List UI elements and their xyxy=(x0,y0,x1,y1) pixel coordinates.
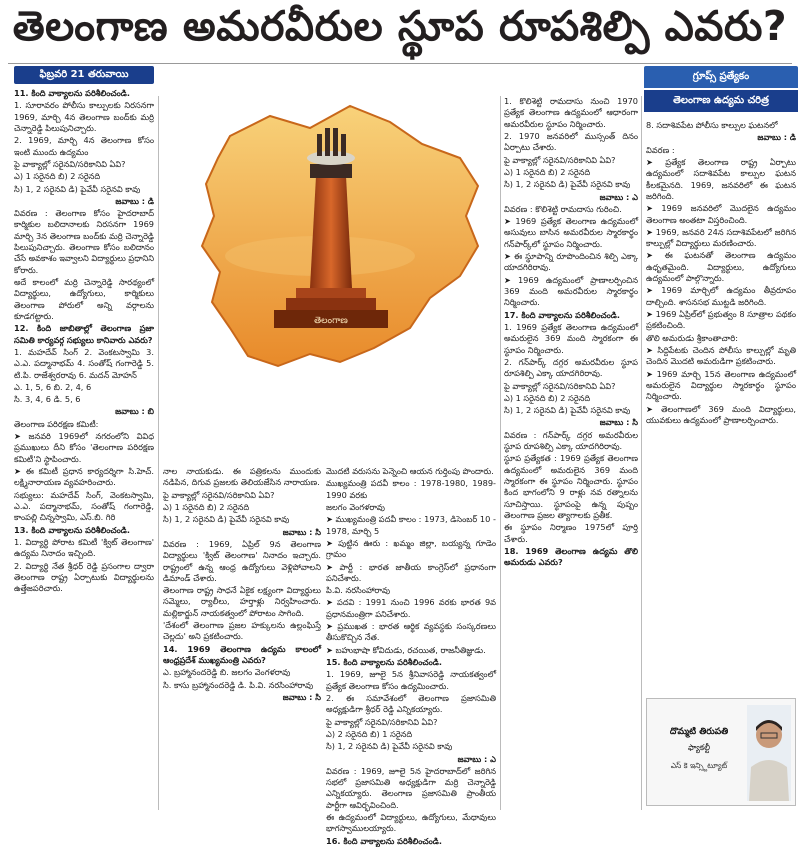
paragraph: ఎ) 2 సరైనది బి) 1 సరైనది xyxy=(326,728,413,739)
paragraph: పై వాక్యాల్లో సరైనవి/సరికానివి ఏవి? xyxy=(14,158,126,169)
article-column-4 xyxy=(504,96,638,810)
paragraph: ➤ బహుభాషా కోవిదుడు, రచయిత, రాజనీతిజ్ఞుడు. xyxy=(326,644,486,655)
paragraph: 1. కొలిశెట్టి రామదాసు నుంచి 1970 ప్రత్యేక తెలంగాణ ఉద్యమంలో ఆధారంగా అమరవీరుల స్థూపం నిర్మించారు. xyxy=(504,96,638,129)
paragraph: 2. ఈ సమావేశంలో తెలంగాణ ప్రజాసమితి అధ్యక్షుడిగా శ్రీధర్ రెడ్డి ఎన్నికయ్యారు. xyxy=(326,692,496,715)
paragraph: ఎ) 1 సరైనది బి) 2 సరైనది xyxy=(163,501,250,512)
paragraph: వివరణ : 1969, జూలై 5న హైదరాబాద్‌లో జరిగిన సభలో ప్రజాసమితి అధ్యక్షుడిగా మర్రి చెన్నారెడ్డి ఎన్నికయ్యారు. తెలంగాణ ప్రజాసమితి ప్రాంతీయ పార్టీగా ఆవిర్భవించింది. xyxy=(326,765,496,810)
paragraph: తెలంగాణ రాష్ట్ర సాధనే ఏకైక లక్ష్యంగా విద్యార్థులు సమ్మెలు, ర్యాలీలు, హర్తాళ్లు నిర్వహించారు. మల్లికార్జున్ నాయకత్వంలో పోరాటం సాగింది. xyxy=(163,585,321,618)
paragraph: తొలి అమరుడు శ్రీకాంతాచారి: xyxy=(646,332,738,343)
paragraph: మొదటి వరుసను పెన్నెంచి ఆయన గుర్తింపు పొందారు. xyxy=(326,466,494,476)
paragraph: స్థూప ప్రత్యేకత : 1969 ప్రత్యేక తెలంగాణ ఉద్యమంలో అమరులైన 369 మంది స్మారకంగా ఈ స్థూపం నిర్మించారు. స్థూపం కింద భాగంలోని 9 రాళ్లు నవ రత్నాలను సూచిస్తాయి. స్థూపంపై ఉన్న పుష్పం తెలంగాణ ప్రజల త్యాగాలకు ప్రతీక. xyxy=(504,453,638,520)
paragraph: 16. కింది వాక్యాలను పరిశీలించండి. xyxy=(326,835,442,846)
monument-dome xyxy=(307,151,355,165)
article-column-2 xyxy=(163,466,321,810)
paragraph: ➤ 1969 ఏప్రిల్‌లో ప్రభుత్వం 8 సూత్రాల పథకం ప్రకటించింది. xyxy=(646,309,796,331)
paragraph: 2. గన్‌పార్క్ దగ్గర అమరవీరుల స్థూప రూపశిల్పి ఎక్కా యాదగిరిరావు. xyxy=(504,356,638,379)
paragraph: 1. సూరావరం పోలీసు కాల్పులకు నిరసనగా 1969, మార్చి 4న తెలంగాణ బంద్‌కు మర్రి చెన్నారెడ్డి పిలుపునిచ్చారు. xyxy=(14,100,154,133)
paragraph: సి) 1, 2 సరైనవి డి) పైవేవీ సరైనవి కావు xyxy=(163,514,290,525)
paragraph: 17. కింది వాక్యాలను పరిశీలించండి. xyxy=(504,309,620,320)
paragraph: 18. 1969 తెలంగాణ ఉద్యమ తొలి అమరుడు ఎవరు? xyxy=(504,545,638,568)
paragraph: 'దేశంలో తెలంగాణ ప్రజల హక్కులను ఉల్లంఘిస్తే చెల్లదు' అని ప్రకటించారు. xyxy=(163,620,321,642)
paragraph: సి. 3, 4, 6 డి. 5, 6 xyxy=(14,394,81,405)
paragraph: 14. 1969 తెలంగాణ ఉద్యమ కాలంలో ఆంధ్రప్రదేశ్ ముఖ్యమంత్రి ఎవరు? xyxy=(163,643,321,665)
paragraph: 2. 1970 జనవరిలో ముస్సంత్ దినం ఏర్పాటు చేశారు. xyxy=(504,130,638,153)
paragraph: ➤ సిద్దిపేటకు చెందిన పోలీసు కాల్పుల్లో మృతి చెందిన మొదటి అమరుడిగా ప్రకటించారు. xyxy=(646,344,796,367)
sidebar-header xyxy=(644,66,798,116)
paragraph: జవాబు : సి xyxy=(282,526,321,537)
paragraph: వివరణ : కొలిశెట్టి రామదాసు గురించి. xyxy=(504,203,622,214)
paragraph: వివరణ : 1969, ఏప్రిల్ 9న తెలంగాణ విద్యార్థులు 'క్విట్ తెలంగాణ' నినాదం ఇచ్చారు. రాష్ట్రంలో ఉన్న ఆంధ్ర ఉద్యోగులు వెళ్లిపోవాలని డిమాండ్ చేశారు. xyxy=(163,538,321,583)
paragraph: ఎ) 1 సరైనది బి) 2 సరైనది xyxy=(504,392,591,403)
paragraph: ఎ) 1 సరైనది బి) 2 సరైనది xyxy=(14,171,101,182)
author-photo xyxy=(747,705,791,801)
paragraph: వివరణ : గన్‌పార్క్ దగ్గర అమరవీరుల స్థూప రూపశిల్పి ఎక్కా యాదగిరిరావు. xyxy=(504,429,638,452)
movement-history-tag: తెలంగాణ ఉద్యమ చరిత్ర xyxy=(644,90,798,112)
paragraph: సి) 1, 2 సరైనవి డి) పైవేవీ సరైనవి కావు xyxy=(14,183,141,194)
paragraph: ➤ ప్రత్యేక తెలంగాణ రాష్ట్ర ఏర్పాటు ఉద్యమంలో సదాశివపేట కాల్పుల ఘటన కీలకమైనది. 1969, జనవరిలో ఈ ఘటన జరిగింది. xyxy=(646,156,796,201)
paragraph: ఈ స్థూపం నిర్మాణం 1975లో పూర్తి చేశారు. xyxy=(504,522,638,544)
paragraph: పి.వి. నరసింహారావు xyxy=(326,585,390,596)
paragraph: జవాబు : డి xyxy=(115,195,154,206)
paragraph: 1. విద్యార్థి పోరాట కమిటీ 'క్విట్ తెలంగాణ' ఉద్యమ నినాదం ఇచ్చింది. xyxy=(14,536,154,559)
paragraph: జవాబు : ఎ xyxy=(457,753,496,764)
paragraph: ఎ) 1 సరైనది బి) 2 సరైనది xyxy=(504,166,591,177)
paragraph: పై వాక్యాల్లో సరైనవి/సరికానివి ఏవి? xyxy=(163,489,275,500)
paragraph: జవాబు : బి xyxy=(115,406,154,417)
monument-base-mid xyxy=(286,298,376,310)
paragraph: ➤ 1969 ఉద్యమంలో ప్రాణాలర్పించిన 369 మంది అమరవీరుల స్మారకార్థం నిర్మించారు. xyxy=(504,274,638,308)
monument-base-label: తెలంగాణ xyxy=(314,316,348,326)
paragraph: వివరణ : తెలంగాణ కోసం హైదరాబాద్ కార్మికుల బలిదానాలకు నిరసనగా 1969 మార్చి 3న తెలంగాణ బంద్‌కు మర్రి చెన్నారెడ్డి పిలుపునిచ్చారు. తెలంగాణ కోసం బలిదానం చేసే అవకాశం ఇవ్వాలని విద్యార్థులు ప్రధానిని కోరారు. xyxy=(14,208,154,275)
column-divider xyxy=(641,96,642,810)
paragraph: సి) 1, 2 సరైనవి డి) పైవేవీ సరైనవి కావు xyxy=(326,741,453,752)
author-name: దొమ్మటి తిరుపతి xyxy=(669,727,729,737)
telangana-map-illustration xyxy=(160,66,500,464)
paragraph: జవాబు : ఎ xyxy=(599,191,638,202)
monument-pillar xyxy=(310,176,352,288)
paragraph: జవాబు : సి xyxy=(282,691,321,702)
paragraph: ➤ 1969 ప్రత్యేక తెలంగాణ ఉద్యమంలో అసువులు బాసిన అమరవీరుల స్మారకార్థం గన్‌పార్క్‌లో స్థూపం నిర్మించారు. xyxy=(504,216,638,249)
paragraph: ➤ పదవి : 1991 నుంచి 1996 వరకు భారత 9వ ప్రధానమంత్రిగా పనిచేశారు. xyxy=(326,597,496,619)
paragraph: 13. కింది వాక్యాలను పరిశీలించండి. xyxy=(14,524,130,535)
paragraph: 11. కింది వాక్యాలను పరిశీలించండి. xyxy=(14,88,130,98)
author-role: ఫ్యాకల్టీ xyxy=(688,743,710,752)
paragraph: అదే కాలంలో మర్రి చెన్నారెడ్డి సారథ్యంలో విద్యార్థులు, ఉద్యోగులు, కార్మికులు తెలంగాణ పోరులో అన్ని వర్గాలను కూడగట్టారు. xyxy=(14,277,154,321)
paragraph: వివరణ : xyxy=(646,144,675,155)
paragraph: పై వాక్యాల్లో సరైనవి/సరికానివి ఏవి? xyxy=(504,154,616,165)
paragraph: ➤ ప్రముఖత : భారత ఆర్థిక వ్యవస్థకు సంస్కరణలు తీసుకొచ్చిన నేత. xyxy=(326,621,496,643)
column-divider xyxy=(500,96,501,810)
paragraph: పై వాక్యాల్లో సరైనవి/సరికానివి ఏవి? xyxy=(504,380,616,391)
section-tag: ఫిబ్రవరి 21 తరువాయి xyxy=(14,66,154,84)
paragraph: సభ్యులు: మహదేవ్ సింగ్, వెంకటస్వామి, ఎ.ఎ. పద్మానాభమ్, సంతోష్ గంగారెడ్డి, కాంపల్లి చిన్నస్వామి, ఎస్.బి. గిరి xyxy=(14,489,154,523)
paragraph: ➤ ఈ స్థూపాన్ని రూపొందించిన శిల్పి ఎక్కా యాదగిరిరావు. xyxy=(504,251,638,273)
paragraph: 2. విద్యార్థి నేత శ్రీధర్ రెడ్డి ప్రసంగాల ద్వారా తెలంగాణ రాష్ట్ర ఏర్పాటుకు విద్యార్థులను ఉత్తేజపరిచారు. xyxy=(14,560,154,594)
paragraph: 1. 1969 ప్రత్యేక తెలంగాణ ఉద్యమంలో అమరులైన 369 మంది స్మారకంగా ఈ స్థూపం నిర్మించారు. xyxy=(504,321,638,355)
paragraph: 8. సదాశివపేట పోలీసు కాల్పుల ఘటనలో xyxy=(646,120,778,130)
paragraph: 1. మహదేవ్ సింగ్ 2. వెంకటస్వామి 3. ఎ.ఎ. పద్మానాభమ్ 4. సంతోష్ గంగారెడ్డి 5. టి.పి. రాజేశ్వరరావు 6. మదన్ మోహన్ xyxy=(14,346,154,380)
paragraph: ➤ ఈ ఘటనతో తెలంగాణ ఉద్యమం ఉధృతమైంది. విద్యార్థులు, ఉద్యోగులు ఉద్యమంలో పాల్గొన్నారు. xyxy=(646,250,796,284)
article-column-5 xyxy=(646,120,796,688)
paragraph: ముఖ్యమంత్రి పదవీ కాలం : 1978-1980, 1989-1990 వరకు xyxy=(326,478,496,500)
paragraph: ఈ ఉద్యమంలో విద్యార్థులు, ఉద్యోగులు, మేధావులు భాగస్వాములయ్యారు. xyxy=(326,812,496,834)
paragraph: తెలంగాణ పరిరక్షణ కమిటీ: xyxy=(14,418,99,429)
paragraph: 15. కింది వాక్యాలను పరిశీలించండి. xyxy=(326,657,442,667)
monument-base-top xyxy=(296,288,366,298)
paragraph: ➤ పుట్టిన ఊరు : ఖమ్మం జిల్లా, బయ్యన్న గూడెం గ్రామం xyxy=(326,537,496,560)
monument-capital xyxy=(310,164,352,178)
paragraph: ➤ జనవరి 1969లో నగరంలోని వివిధ ప్రముఖులు దీని కోసం 'తెలంగాణ పరిరక్షణ కమిటీ'ని స్థాపించారు. xyxy=(14,431,154,464)
paragraph: 12. కింది జాబితాల్లో తెలంగాణ ప్రజా సమితి కార్యవర్గ సభ్యులు కానివారు ఎవరు? xyxy=(14,323,154,345)
paragraph: 1. 1969, జూలై 5న శ్రీనివాసరెడ్డి నాయకత్వంలో ప్రత్యేక తెలంగాణ కోసం ఉద్యమించారు. xyxy=(326,669,496,691)
paragraph: ➤ 1969 మార్చి 15న తెలంగాణ ఉద్యమంలో అమరులైన విద్యార్థుల స్మారకార్థం స్థూపం నిర్మించారు. xyxy=(646,368,796,402)
paragraph: ➤ తెలంగాణలో 369 మంది విద్యార్థులు, యువకులు ఉద్యమంలో ప్రాణాలర్పించారు. xyxy=(646,403,796,425)
article-column-1 xyxy=(14,88,154,810)
paragraph: పై వాక్యాల్లో సరైనవి/సరికానివి ఏవి? xyxy=(326,716,438,727)
paragraph: జలగం వెంగళరావు xyxy=(326,501,385,512)
paragraph: జవాబు : సి xyxy=(599,417,638,428)
paragraph: ఎ. బ్రహ్మానందరెడ్డి బి. జలగం వెంగళరావు xyxy=(163,667,291,678)
paragraph: ➤ 1969 మార్చిలో ఉద్యమం తీవ్రరూపం దాల్చింది. శాసనసభ ముట్టడి జరిగింది. xyxy=(646,285,796,307)
column-divider xyxy=(158,96,159,810)
author-institute: ఎస్ కె ఇన్స్టిట్యూట్ xyxy=(670,761,728,770)
page-headline: తెలంగాణ అమరవీరుల స్థూప రూపశిల్పి ఎవరు? xyxy=(12,2,788,50)
article-column-3 xyxy=(326,466,496,846)
paragraph: సి) 1, 2 సరైనవి డి) పైవేవీ సరైనవి కావు xyxy=(504,179,631,190)
headline-rule xyxy=(8,63,792,64)
paragraph: ➤ పార్టీ : భారత జాతీయ కాంగ్రెస్‌లో ప్రధానంగా పనిచేశారు. xyxy=(326,561,496,583)
paragraph: 2. 1969, మార్చి 4న తెలంగాణ కోసం ఇంటి ముందు ఉద్యమం xyxy=(14,135,154,157)
paragraph: నాల నాయకుడు. ఈ పత్రికలను ముందుకు నడిపిన, దిగువ ప్రజలకు తెలియజేసిన నారాయణ. xyxy=(163,466,321,488)
map-svg xyxy=(160,66,500,464)
paragraph: ➤ ముఖ్యమంత్రి పదవీ కాలం : 1973, డిసెంబర్ 10 - 1978, మార్చి 5 xyxy=(326,514,496,536)
paragraph: ➤ 1969, జనవరి 24న సదాశివపేటలో జరిగిన కాల్పుల్లో విద్యార్థులు మరణించారు. xyxy=(646,226,796,249)
paragraph: జవాబు : డి xyxy=(757,132,796,143)
groups-special-tag: గ్రూప్స్ ప్రత్యేకం xyxy=(644,66,798,88)
paragraph: ➤ ఈ కమిటీ ప్రధాన కార్యదర్శిగా సి.హెచ్. లక్ష్మినారాయణ వ్యవహరించారు. xyxy=(14,466,154,488)
paragraph: సి) 1, 2 సరైనవి డి) పైవేవీ సరైనవి కావు xyxy=(504,405,631,416)
paragraph: ఎ. 1, 5, 6 బి. 2, 4, 6 xyxy=(14,381,92,392)
paragraph: సి. కాసు బ్రహ్మానందరెడ్డి డి. పి.వి. నరసింహారావు xyxy=(163,679,314,690)
author-box xyxy=(646,698,796,806)
paragraph: ➤ 1969 జనవరిలో మొదలైన ఉద్యమం తెలంగాణ అంతటా విస్తరించింది. xyxy=(646,203,796,225)
